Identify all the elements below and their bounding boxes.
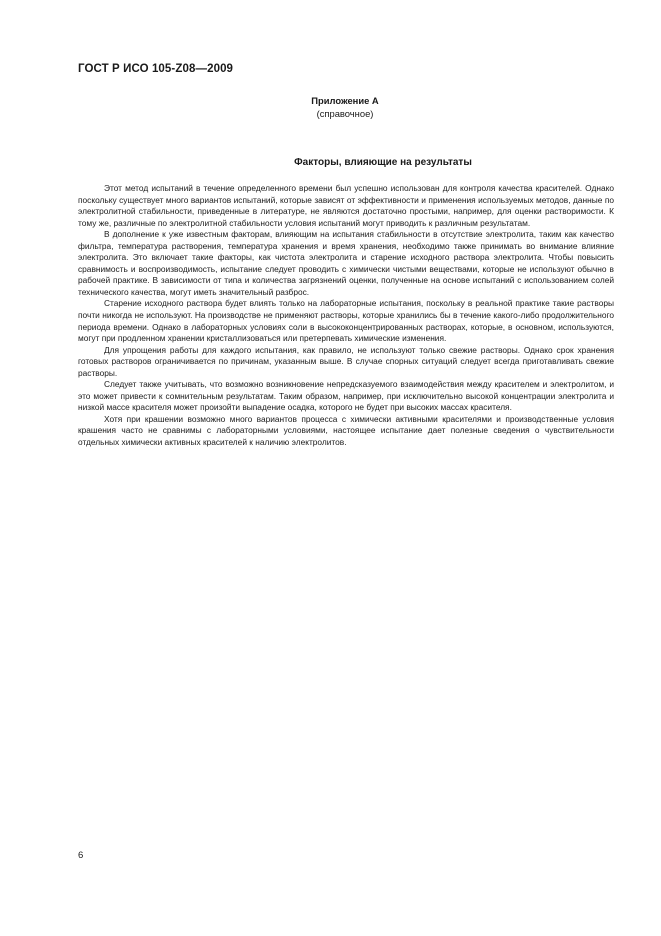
appendix-type: (справочное) [316,108,374,119]
paragraph: Хотя при крашении возможно много вариантов процесса с химически активными красителями и производственные условия крашения часто не сравнимы с лабораторными условиями, настоящее испытание дает полезные сведения о чувствительности отдельных химически активных красителей к наличию электролитов. [78,413,614,448]
paragraph: В дополнение к уже известным факторам, влияющим на испытания стабильности в отсутствие электролита, таким как качество фильтра, температура растворения, температура хранения и время хранения, необходимо также принимать во внимание влияние электролита. Это включает такие факторы, как чистота электролита и старение исходного раствора электролита. Чтобы повысить сравнимость и воспроизводимость, испытание следует проводить с химически чистыми веществами, которые не используют обычно в рабочей практике. В зависимости от типа и количества загрязнений оценки, полученные на основе испытаний с использованием солей технического качества, могут иметь значительный разброс. [78,229,614,297]
section-title: Факторы, влияющие на результаты [294,157,472,168]
appendix-label: Приложение А [311,95,379,106]
standard-header: ГОСТ Р ИСО 105-Z08—2009 [78,63,234,75]
page-number: 6 [78,850,84,861]
paragraph: Следует также учитывать, что возможно возникновение непредсказуемого взаимодействия между красителем и электролитом, и это может привести к сомнительным результатам. Таким образом, например, при исключительно высокой концентрации электролита и низкой массе красителя может произойти выпадение осадка, которого не будет при высоких массах красителя. [78,379,614,413]
body-text [78,183,614,449]
appendix-block [280,94,410,120]
paragraph: Старение исходного раствора будет влиять только на лабораторные испытания, поскольку в реальной практике такие растворы почти никогда не используют. На производстве не применяют растворы, которые хранились бы в течение какого-либо продолжительного периода времени. Однако в лабораторных условиях соли в высококонцентрированных растворах, которые, в основном, используются, могут при продленном хранении кристаллизоваться или претерпевать химические изменения. [78,298,614,344]
paragraph: Для упрощения работы для каждого испытания, как правило, не используют только свежие растворы. Однако срок хранения готовых растворов ограничивается по причинам, указанным выше. В случае спорных ситуаций следует всегда приготавливать свежие растворы. [78,344,614,378]
paragraph: Этот метод испытаний в течение определенного времени был успешно использован для контроля качества красителей. Однако поскольку существует много вариантов испытаний, которые зависят от эффективности и применения используемых методов, данные по электролитной стабильности, приведенные в литературе, не являются достаточно простыми, например, для оценки растворимости. К тому же, различные по электролитной стабильности условия испытаний могут приводить к различным результатам. [78,183,614,228]
